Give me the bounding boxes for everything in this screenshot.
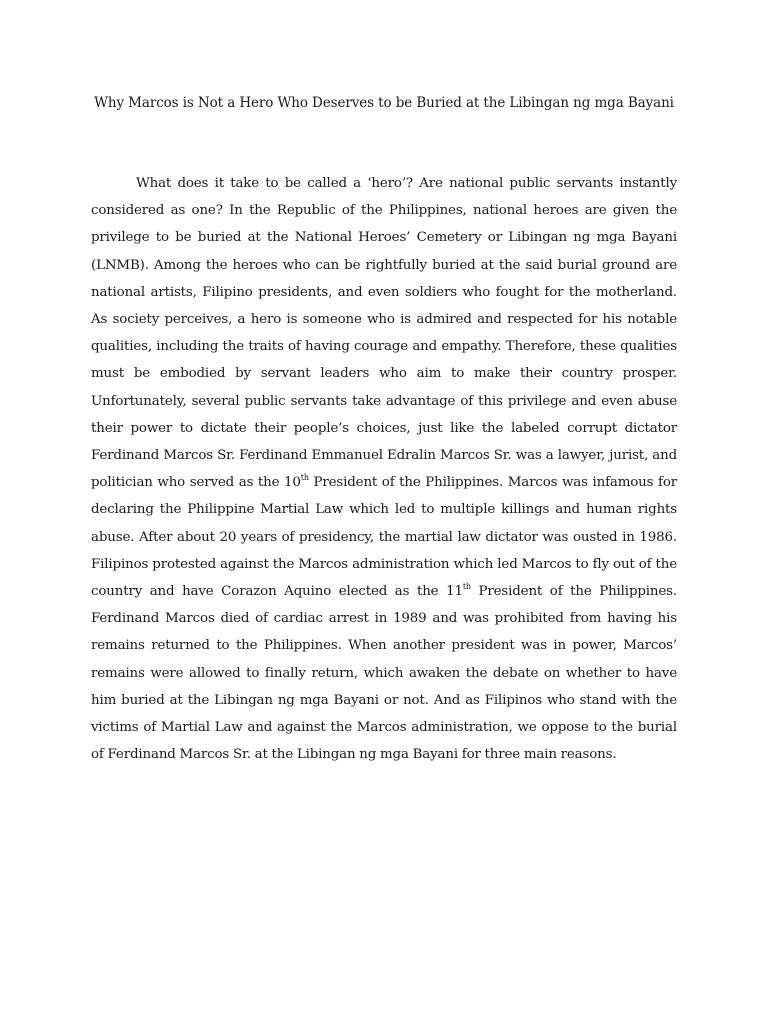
paragraph-text-part-3: President of the Philippines. Ferdinand Marcos died of cardiac arrest in 1989 and was prohibited from having his remains returned to the Philippines. When another president was in power, Marcos’ remains were allowed to finally return, which awaken the debate on whether to have him buried at the Libingan ng mga Bayani or not. And as Filipinos who stand with the victims of Martial Law and against the Marcos administration, we oppose to the burial of Ferdinand Marcos Sr. at the Libingan ng mga Bayani for three main reasons.	[91, 584, 677, 763]
ordinal-suffix-10th: th	[300, 473, 309, 483]
paragraph-text-part-2: President of the Philippines. Marcos was infamous for declaring the Philippine Martial Law which led to multiple killings and human rights abuse. After about 20 years of presidency, the martial law dictator was ousted in 1986. Filipinos protested against the Marcos administration which led Marcos to fly out of the country and have Corazon Aquino elected as the 11	[91, 475, 677, 600]
ordinal-suffix-11th: th	[462, 582, 471, 592]
document-title: Why Marcos is Not a Hero Who Deserves to be Buried at the Libingan ng mga Bayani	[94, 95, 674, 111]
body-paragraph	[91, 170, 677, 768]
paragraph-text-part-1: What does it take to be called a ‘hero’? Are national public servants instantly considered as one? In the Republic of the Philippines, national heroes are given the privilege to be buried at the National Heroes’ Cemetery or Libingan ng mga Bayani (LNMB). Among the heroes who can be rightfully buried at the said burial ground are national artists, Filipino presidents, and even soldiers who fought for the motherland. As society perceives, a hero is someone who is admired and respected for his notable qualities, including the traits of having courage and empathy. Therefore, these qualities must be embodied by servant leaders who aim to make their country prosper. Unfortunately, several public servants take advantage of this privilege and even abuse their power to dictate their people’s choices, just like the labeled corrupt dictator Ferdinand Marcos Sr. Ferdinand Emmanuel Edralin Marcos Sr. was a lawyer, jurist, and politician who served as the 10	[91, 176, 677, 491]
